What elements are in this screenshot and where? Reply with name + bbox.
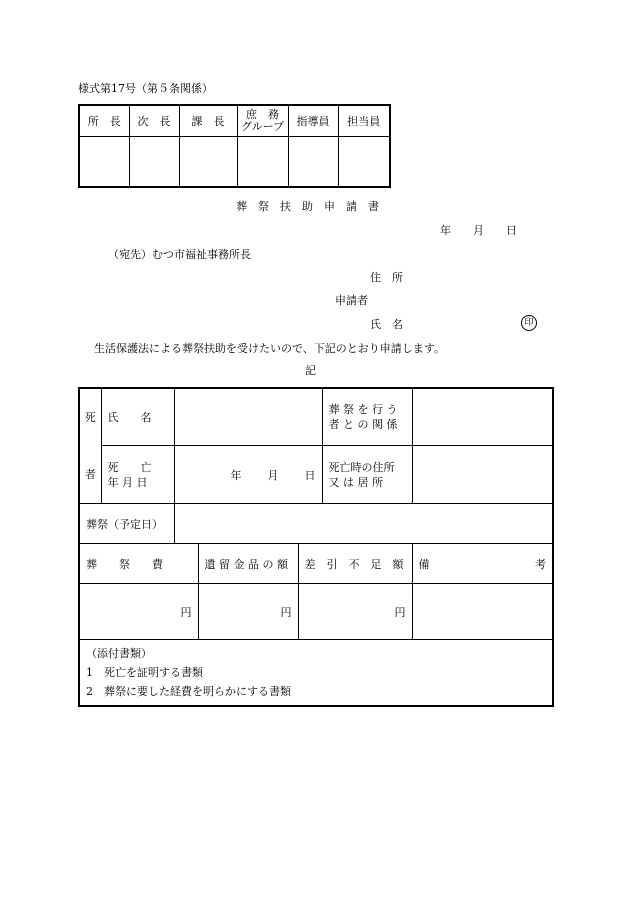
attachment-item-2: 2 葬祭に要した経費を明らかにする書類 [86, 685, 291, 698]
deceased-char-1: 死 [84, 411, 96, 424]
death-date-year: 年 [230, 468, 242, 482]
death-date-label-line2: 年 月 日 [107, 475, 148, 489]
approval-col-general-affairs [237, 105, 288, 137]
approval-col4-line2: グループ [240, 120, 285, 133]
death-date-field[interactable] [174, 446, 322, 504]
approval-sign-general-affairs[interactable] [237, 137, 288, 188]
funeral-date-label: 葬祭（予定日） [79, 504, 174, 544]
death-date-month: 月 [267, 468, 279, 482]
death-address-label-line2: 又 は 居 所 [328, 475, 383, 489]
attachments-section [79, 640, 553, 707]
death-address-label-line1: 死亡時の住所 [328, 460, 395, 474]
relation-label-line2: 者 と の 関 係 [328, 418, 398, 432]
death-date-label [101, 446, 174, 504]
shortfall-header: 差 引 不 足 額 [298, 544, 412, 584]
approval-sign-deputy[interactable] [129, 137, 179, 188]
attachments-title: （添付書類） [86, 647, 152, 660]
approval-col4-line1: 庶 務 [246, 108, 279, 121]
relation-label-line1: 葬 祭 を 行 う [328, 403, 398, 417]
relation-label [322, 388, 412, 446]
deceased-name-field[interactable] [174, 388, 322, 446]
deceased-cell [79, 388, 101, 504]
addressee: （宛先）むつ市福祉事務所長 [108, 248, 251, 261]
remarks-header-1: 備 [418, 557, 430, 571]
application-table [78, 387, 554, 707]
approval-sign-staff[interactable] [338, 137, 390, 188]
remarks-header-2: 考 [535, 557, 546, 571]
body-text: 生活保護法による葬祭扶助を受けたいので、下記のとおり申請します。 [94, 342, 445, 355]
death-address-label [322, 446, 412, 504]
approval-sign-instructor[interactable] [288, 137, 338, 188]
funeral-cost-field[interactable] [79, 584, 198, 640]
applicant-label: 申請者 [335, 294, 368, 307]
yen-unit-3: 円 [394, 605, 406, 619]
yen-unit-2: 円 [280, 605, 292, 619]
approval-col-director: 所 長 [79, 105, 129, 137]
form-number: 様式第17号（第５条関係） [78, 82, 213, 95]
approval-sign-section-chief[interactable] [179, 137, 237, 188]
death-address-field[interactable] [412, 446, 553, 504]
funeral-date-field[interactable] [174, 504, 553, 544]
deceased-char-2: 者 [84, 468, 96, 481]
yen-unit-1: 円 [180, 605, 192, 619]
shortfall-field[interactable] [298, 584, 412, 640]
death-date-day: 日 [304, 468, 316, 482]
name-label: 氏 名 [370, 318, 403, 331]
seal-mark: 印 [521, 315, 537, 331]
attachment-item-1: 1 死亡を証明する書類 [86, 666, 203, 679]
approval-sign-director[interactable] [79, 137, 129, 188]
funeral-cost-header: 葬 祭 費 [79, 544, 198, 584]
death-date-label-line1: 死 亡 [107, 460, 152, 474]
application-date[interactable]: 年 月 日 [440, 224, 517, 237]
remarks-field[interactable] [412, 584, 553, 640]
approval-col-staff: 担当員 [338, 105, 390, 137]
remarks-header [412, 544, 553, 584]
approval-stamp-table [78, 104, 391, 188]
ki-label: 記 [305, 364, 316, 377]
document-title: 葬 祭 扶 助 申 請 書 [236, 200, 379, 213]
remaining-assets-field[interactable] [198, 584, 298, 640]
approval-col-deputy: 次 長 [129, 105, 179, 137]
remaining-assets-header: 遺 留 金 品 の 額 [198, 544, 298, 584]
approval-col-section-chief: 課 長 [179, 105, 237, 137]
relation-field[interactable] [412, 388, 553, 446]
approval-col-instructor: 指導員 [288, 105, 338, 137]
address-label: 住 所 [370, 271, 403, 284]
deceased-name-label: 氏 名 [101, 388, 174, 446]
